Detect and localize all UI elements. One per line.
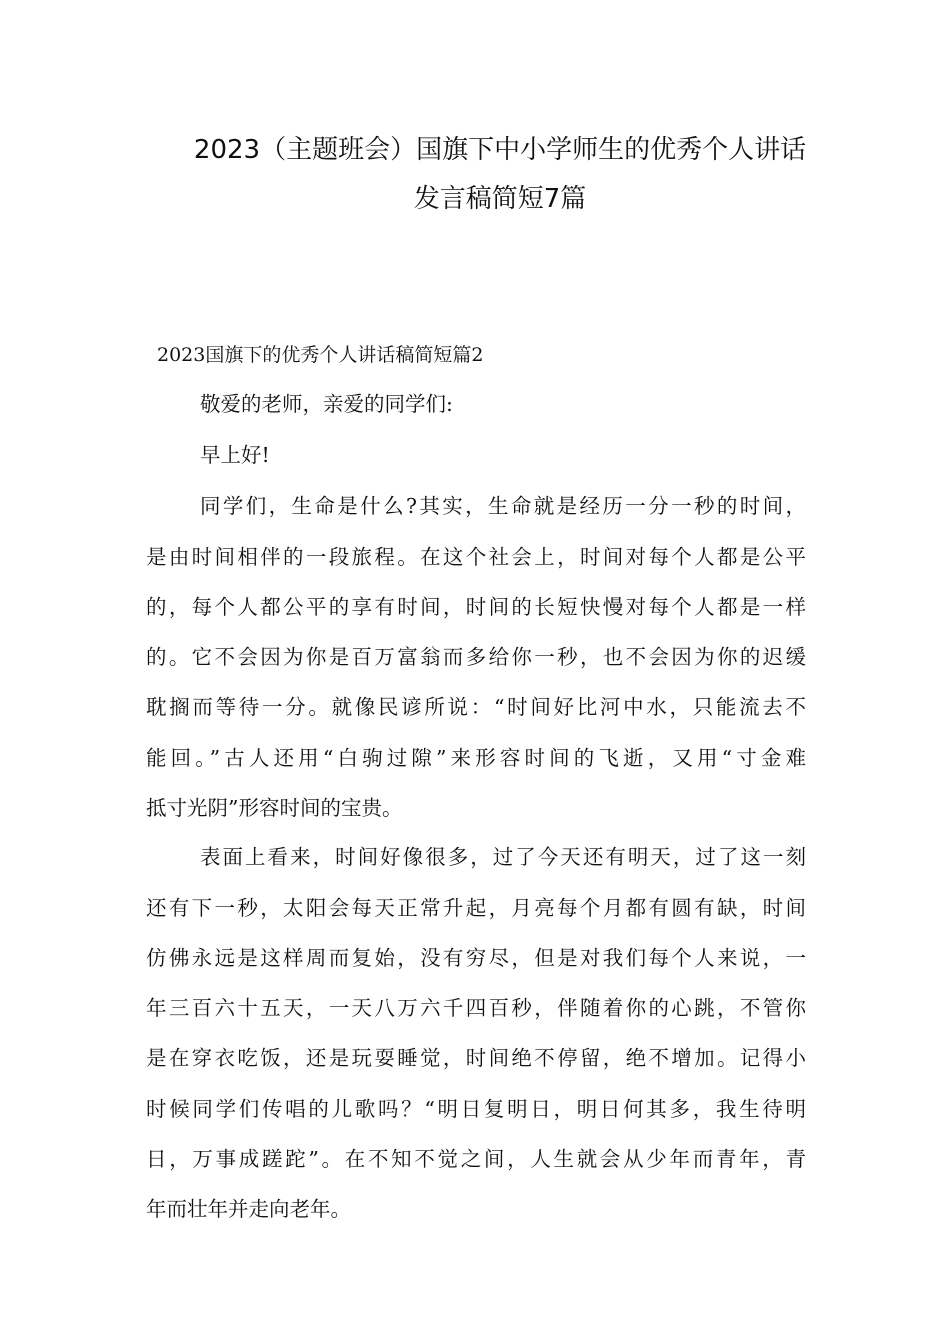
paragraph-line: 抵寸光阴”形容时间的宝贵。 <box>146 796 403 820</box>
section-heading: 2023国旗下的优秀个人讲话稿简短篇2 <box>157 344 484 366</box>
document-title-line-2: 发言稿简短7篇 <box>413 184 587 214</box>
paragraph-line: 时候同学们传唱的儿歌吗？“明日复明日，明日何其多，我生待明 <box>146 1097 806 1121</box>
document-title-line-1: 2023（主题班会）国旗下中小学师生的优秀个人讲话 <box>193 135 807 165</box>
paragraph-line: 年而壮年并走向老年。 <box>146 1197 351 1221</box>
greeting: 早上好! <box>200 443 270 467</box>
paragraph-line: 年三百六十五天，一天八万六千四百秒，伴随着你的心跳，不管你 <box>146 996 806 1020</box>
paragraph-line: 仿佛永远是这样周而复始，没有穷尽，但是对我们每个人来说，一 <box>146 946 806 970</box>
paragraph-line: 能回。”古人还用“白驹过隙”来形容时间的飞逝，又用“寸金难 <box>146 746 806 770</box>
paragraph-line: 日，万事成蹉跎”。在不知不觉之间，人生就会从少年而青年，青 <box>146 1147 806 1171</box>
salutation: 敬爱的老师，亲爱的同学们: <box>200 392 453 416</box>
paragraph-line: 是在穿衣吃饭，还是玩耍睡觉，时间绝不停留，绝不增加。记得小 <box>146 1046 806 1070</box>
paragraph-line: 同学们，生命是什么?其实，生命就是经历一分一秒的时间， <box>200 494 806 518</box>
paragraph-line: 的，每个人都公平的享有时间，时间的长短快慢对每个人都是一样 <box>146 595 806 619</box>
paragraph-line: 耽搁而等待一分。就像民谚所说：“时间好比河中水，只能流去不 <box>146 695 806 719</box>
paragraph-line: 表面上看来，时间好像很多，过了今天还有明天，过了这一刻 <box>200 845 806 869</box>
paragraph-line: 还有下一秒，太阳会每天正常升起，月亮每个月都有圆有缺，时间 <box>146 896 806 920</box>
paragraph-line: 的。它不会因为你是百万富翁而多给你一秒，也不会因为你的迟缓 <box>146 645 806 669</box>
paragraph-line: 是由时间相伴的一段旅程。在这个社会上，时间对每个人都是公平 <box>146 545 806 569</box>
